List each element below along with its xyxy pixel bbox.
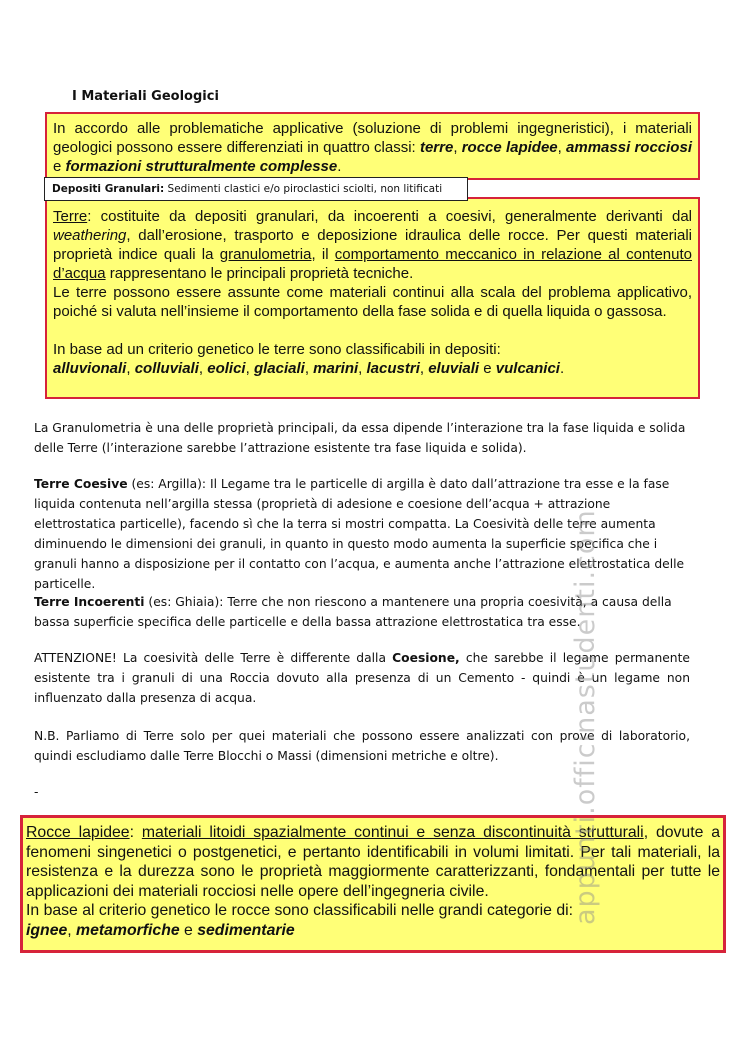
watermark: appunti.officinastudenti.com: [570, 509, 601, 925]
separator: e: [53, 158, 66, 175]
terre-text-2: , dall’erosione, trasporto e deposizione idraulica delle rocce. Per questi materiali proprietà indice quali la: [53, 227, 692, 263]
terre-text-3: , il: [311, 246, 335, 263]
separator: ,: [198, 360, 208, 377]
separator: ,: [419, 360, 429, 377]
deposito-item: glaciali: [253, 360, 305, 377]
categoria-item: sedimentarie: [197, 921, 295, 939]
separator: ,: [557, 139, 567, 156]
depositi-list: [53, 359, 692, 378]
period: .: [337, 158, 342, 175]
separator: ,: [304, 360, 314, 377]
attenzione-text-2: che sarebbe il legame permanente esistente tra i granuli di una Roccia dovuto alla presenza di un Cemento - quindi è un legame non influenzato dalla presenza di acqua.: [34, 651, 690, 705]
period: .: [559, 360, 565, 377]
terre-criterio-paragraph: In base ad un criterio genetico le terre sono classificabili in depositi:: [53, 341, 501, 358]
separator: ,: [67, 921, 77, 939]
categoria-item: metamorfiche: [76, 921, 180, 939]
separator: :: [129, 824, 142, 841]
terre-text-1: : costituite da depositi granulari, da incoerenti a coesivi, generalmente derivanti dal: [87, 208, 692, 225]
separator: ,: [453, 139, 462, 156]
depositi-granulari-label: [44, 177, 468, 201]
rocce-definition: [26, 823, 720, 901]
dash-mark: -: [34, 785, 39, 799]
rocce-lapidee-box: [20, 815, 726, 953]
terre-incoerenti-text: (es: Ghiaia): Terre che non riescono a mantenere una propria coesività, a causa della bassa superficie specifica delle particelle e della bassa attrazione elettrostatica tra esse.: [34, 595, 672, 629]
terre-term: Terre: [53, 208, 88, 225]
rocce-materiali-term: materiali litoidi spazialmente continui e senza discontinuità strutturali: [141, 824, 644, 841]
terre-definition: [53, 207, 692, 283]
granulometria-paragraph: La Granulometria è una delle proprietà principali, da essa dipende l’interazione tra la fase liquida e solida delle Terre (l’interazione sarebbe l’attrazione esistente tra fase liquida e solida).: [34, 421, 686, 455]
terre-incoerenti-heading: Terre Incoerenti: [34, 595, 145, 609]
nb-paragraph: N.B. Parliamo di Terre solo per quei materiali che possono essere analizzati con prove di laboratorio, quindi escludiamo dalle Terre Blocchi o Massi (dimensioni metriche e oltre).: [34, 729, 690, 763]
rocce-criterio-paragraph: In base al criterio genetico le rocce sono classificabili nelle grandi categorie di:: [26, 902, 574, 919]
label-heading: Depositi Granulari:: [52, 183, 165, 195]
intro-box: [45, 112, 700, 180]
terre-box: [45, 197, 700, 399]
class-formazioni: formazioni strutturalmente complesse: [65, 158, 338, 175]
categoria-item: ignee: [26, 921, 68, 939]
deposito-item: eolici: [207, 360, 246, 377]
deposito-item: alluvionali: [53, 360, 127, 377]
intro-text: In accordo alle problematiche applicative (soluzione di problemi ingegneristici), i materiali geologici possono essere differenziati in quattro classi:: [53, 120, 692, 156]
weathering-term: weathering: [53, 227, 127, 244]
deposito-item: colluviali: [134, 360, 199, 377]
page-title: I Materiali Geologici: [72, 89, 219, 104]
terre-coesive-heading: Terre Coesive: [34, 477, 128, 491]
deposito-item: vulcanici: [495, 360, 560, 377]
separator: e: [479, 360, 496, 377]
separator: e: [179, 921, 198, 939]
label-text: Sedimenti clastici e/o piroclastici sciolti, non litificati: [164, 183, 443, 195]
class-terre: terre: [419, 139, 454, 156]
separator: ,: [245, 360, 254, 377]
attenzione-text-1: ATTENZIONE! La coesività delle Terre è differente dalla: [34, 651, 393, 665]
terre-continui-paragraph: Le terre possono essere assunte come materiali continui alla scala del problema applicativo, poiché si valuta nell’insieme il comportamento della fase solida e di quella liquida o gassosa.: [53, 284, 692, 320]
rocce-term: Rocce lapidee: [26, 824, 130, 841]
granulometria-term: granulometria: [219, 246, 312, 263]
rocce-text: , dovute a fenomeni singenetici o postgenetici, e pertanto identificabili in volumi limitati. Per tali materiali, la resistenza e la durezza sono le proprietà maggiormente caratterizzanti, fondamentali per tutte le applicazioni dei materiali rocciosi nelle opere dell’ingegneria civile.: [26, 824, 721, 900]
deposito-item: marini: [313, 360, 359, 377]
rocce-categorie-list: [26, 921, 720, 941]
terre-text-4: rappresentano le principali proprietà tecniche.: [105, 265, 414, 282]
deposito-item: lacustri: [366, 360, 420, 377]
deposito-item: eluviali: [428, 360, 480, 377]
spacer: [53, 321, 692, 340]
separator: ,: [358, 360, 367, 377]
class-ammassi-rocciosi: ammassi rocciosi: [566, 139, 692, 156]
separator: ,: [126, 360, 135, 377]
coesione-term: Coesione,: [392, 651, 460, 665]
comportamento-term: comportamento meccanico in relazione al contenuto d’acqua: [53, 246, 692, 282]
class-rocce-lapidee: rocce lapidee: [461, 139, 558, 156]
terre-coesive-text: (es: Argilla): Il Legame tra le particelle di argilla è dato dall’attrazione tra esse e la fase liquida contenuta nell’argilla stessa (proprietà di adesione e coesione dell’acqua + attrazione elettrostatica particelle), facendo sì che la terra si mostri compatta. La Coesività delle terre aumenta diminuendo le dimensioni dei granuli, in quanto in questo modo aumenta la superficie specifica che i granuli hanno a disposizione per il contatto con l’acqua, e aumenta anche l’attrazione elettrostatica delle particelle.: [34, 477, 685, 591]
